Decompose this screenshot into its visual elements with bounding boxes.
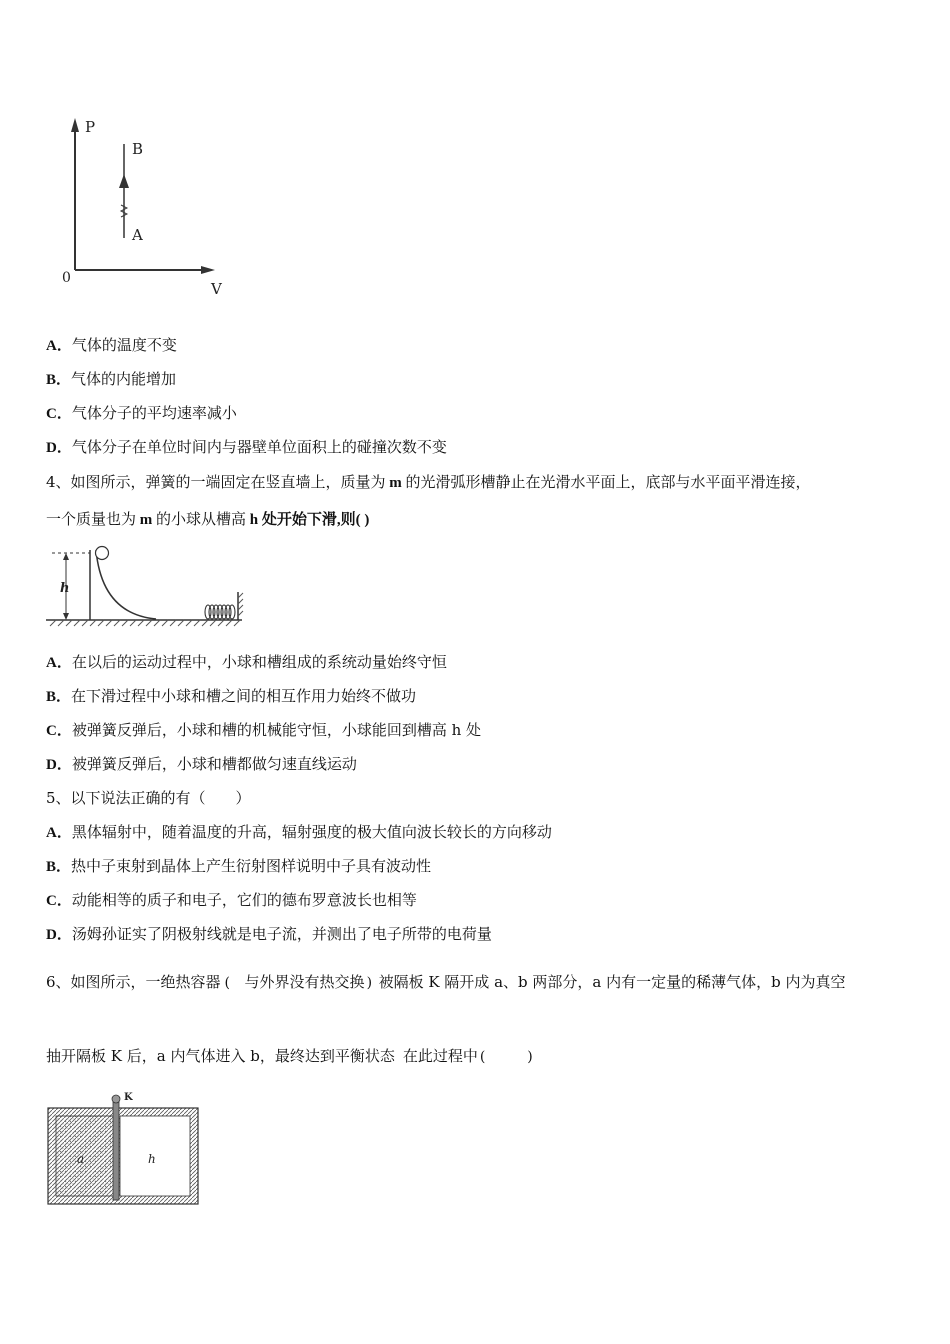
pv-graph [55,110,235,300]
ground-hatch [50,620,240,626]
q6-stem-line-1 [46,972,845,992]
option-letter: C． [46,723,72,739]
origin-label: 0 [62,270,71,286]
q6-stem-text: 与外界没有热交换 [244,973,365,991]
option-letter: D． [46,440,72,456]
q3-option-c [46,403,237,424]
partition-k [113,1100,119,1200]
process-arrow [119,174,129,188]
option-letter: B． [46,372,72,388]
option-letter: D． [46,927,72,943]
point-b-label: B [132,140,144,158]
option-text: 气体的温度不变 [71,336,177,354]
q6-stem-text: 6、如图所示，一绝热容器 [46,973,221,991]
axis-v-label: V [211,280,222,298]
q6-stem-line-2 [46,1046,533,1066]
option-letter: D． [46,757,72,773]
option-text: 在以后的运动过程中，小球和槽组成的系统动量始终守恒 [71,653,447,671]
option-letter: B． [46,859,72,875]
option-text: 被弹簧反弹后，小球和槽的机械能守恒，小球能回到槽高 h 处 [71,721,482,739]
option-text: 汤姆孙证实了阴极射线就是电子流，并测出了电子所带的电荷量 [71,925,492,943]
q3-option-a [46,335,177,356]
slot-spring-figure [44,542,246,632]
label-a: a [77,1152,85,1166]
q4-var-h: h [246,512,262,528]
q4-option-a [46,652,447,673]
q4-option-d [46,754,357,775]
v-axis-arrow [201,266,215,274]
q6-paren-close: ) [366,975,373,991]
option-text: 在下滑过程中小球和槽之间的相互作用力始终不做功 [71,687,417,705]
option-text: 动能相等的质子和电子，它们的德布罗意波长也相等 [71,891,417,909]
q6-stem-text: 被隔板 K 隔开成 a、b 两部分，a 内有一定量的稀薄气体，b 内为真空 [378,973,846,991]
q6-stem-text: 在此过程中 [402,1047,478,1065]
option-letter: B． [46,689,72,705]
option-text: 热中子束射到晶体上产生衍射图样说明中子具有波动性 [71,857,432,875]
q3-option-d [46,437,447,458]
q3-option-b [46,369,176,390]
option-letter: A． [46,338,72,354]
axis-p-label: P [85,118,96,136]
q5-option-b [46,856,431,877]
q4-var-m: m [136,512,157,528]
height-arrow-up [63,553,69,560]
q6-paren-open: ( [224,975,231,991]
height-label: h [60,581,70,596]
q6-answer-parens: ( ) [479,1049,533,1065]
q4-var-m: m [385,475,406,491]
height-arrow-down [63,613,69,620]
point-a-label: A [132,226,143,244]
option-text: 气体分子的平均速率减小 [71,404,237,422]
option-letter: A． [46,655,72,671]
q5-stem: 5、以下说法正确的有（ ） [46,789,251,807]
slot-arc [96,550,156,619]
option-text: 黑体辐射中，随着温度的升高，辐射强度的极大值向波长较长的方向移动 [71,823,552,841]
option-text: 气体分子在单位时间内与器壁单位面积上的碰撞次数不变 [71,438,447,456]
spring [205,605,235,619]
q4-stem-line-2 [46,509,369,530]
q5-option-a [46,822,552,843]
q6-stem-text: 抽开隔板 K 后，a 内气体进入 b，最终达到平衡状态 [46,1047,395,1065]
q4-option-c [46,720,481,741]
q4-option-b [46,686,416,707]
q4-stem-text: 的小球从槽高 [156,510,247,528]
option-letter: C． [46,406,72,422]
chamber-a [56,1116,116,1196]
q5-option-c [46,890,417,911]
container-figure [44,1090,204,1208]
q4-stem-line-1 [46,472,811,493]
q4-stem-text: 一个质量也为 [46,510,137,528]
label-b: h [148,1152,156,1166]
q4-stem-text: 的光滑弧形槽静止在光滑水平面上，底部与水平面平滑连接， [405,473,811,491]
q4-stem-tail: 处开始下滑,则( ) [261,512,370,528]
q5-option-d [46,924,492,945]
option-text: 被弹簧反弹后，小球和槽都做匀速直线运动 [71,755,357,773]
p-axis-arrow [71,118,79,132]
q4-stem-text: 4、如图所示，弹簧的一端固定在竖直墙上，质量为 [46,473,386,491]
small-ball [96,547,109,560]
label-k: K [124,1092,133,1103]
partition-handle [112,1095,120,1103]
option-letter: C． [46,893,72,909]
option-letter: A． [46,825,72,841]
option-text: 气体的内能增加 [71,370,177,388]
